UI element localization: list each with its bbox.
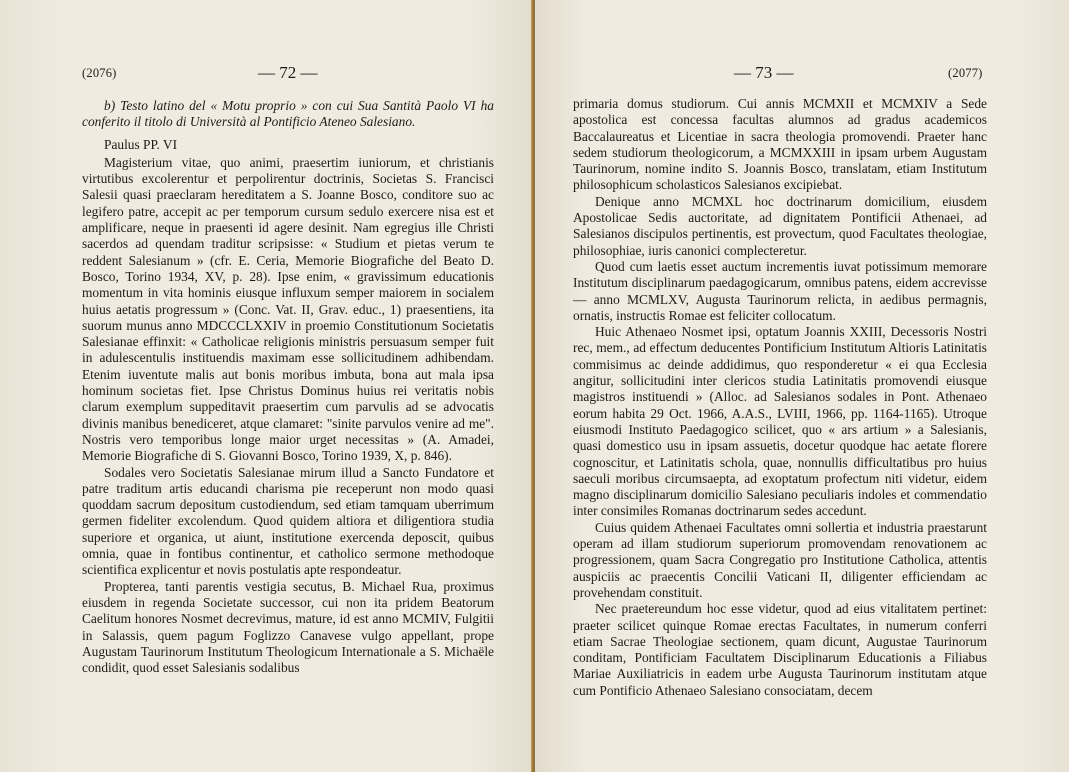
document-title: b) Testo latino del « Motu proprio » con cui Sua Santità Paolo VI ha conferito il titolo di Università al Pontificio Ateneo Salesiano.	[82, 98, 494, 130]
signature: Paulus PP. VI	[104, 136, 178, 152]
page-number: — 73 —	[734, 63, 794, 82]
paragraph: Huic Athenaeo Nosmet ipsi, optatum Joannis XXIII, Decessoris Nostri rec, mem., ad effectum deducentes Pontificium Institutum Altioris Latinitatis commisimus ac deinde addidimus, quo responderetur « ei qua Ecclesia angitur, sollicitudini inter clericos studia Latinitatis promovendi eiusque magistros instituendi » (Alloc. ad Salesianos sodales in Pont. Athenaeo eorum habita 29 Oct. 1966, A.A.S., LVIII, 1966, pp. 1164-1165). Utroque eiusmodi Instituto Paedagogico scilicet, quo « ars artium » a Salesianis, quasi domestico usu in ipsam assuetis, docetur quodque hac aetate florere cognoscitur, et Latinitatis schola, quae, nonnullis difficultatibus pro huius saeculi moribus circumsaepta, ad exoptatum profectum niti videtur, eidem magno disciplinarum domicilio Salesiano peculiaris indoles et commendatio inter consimiles Romanas doctrinarum sedes accedunt.	[573, 324, 987, 519]
paragraph: Magisterium vitae, quo animi, praesertim iuniorum, et christianis virtutibus excolerentur et perpolirentur doctrinis, Societas S. Francisci Salesii quasi praeclaram hereditatem a S. Joanne Bosco, conditore suo ac legifero patre, accepit ac per temporum cursum sedulo exercere nisa est et amplificare, neque in praesenti id agere desinit. Nam egregius ille Christi sacerdos ad quendam traditur scripsisse: « Studium et pietas verum te reddent Salesianum » (cfr. E. Ceria, Memorie Biografiche del Beato D. Bosco, Torino 1934, XV, p. 28). Ipse enim, « gravissimum educationis momentum in vita hominis eiusque influxum semper maiorem in socialem huius aetatis progressum » (Conc. Vat. II, Grav. educ., 1) praesentiens, ita suorum munus anno MDCCCLXXIV in proemio Constitutionum Societatis Salesianae effinxit: « Catholicae religionis ministris persuasum semper fuit in adulescentulis instituendis maximam esse sollicitudinem adhibendam. Etenim iuventute malis aut bonis moribus imbuta, bona aut mala ipsa hominum societas fiet. Ipse Christus Dominus huius rei veritatis nobis clarum exemplum suppeditavit praesertim cum parvulis ad se advocatis divinis manibus benediceret, atque clamaret: "sinite parvulos venire ad me". Nostris vero temporibus longe maior urget necessitas » (A. Amadei, Memorie Biografiche di S. Giovanni Bosco, Torino 1939, X, p. 846).	[82, 154, 494, 464]
paragraph: Nec praetereundum hoc esse videtur, quod ad eius vitalitatem pertinet: praeter scilicet quinque Romae erectas Facultates, in numerum conferri etiam Sacrae Theologiae sectionem, quam dicunt, Augustae Taurinorum conditam, Pontificiam Facultatem Disciplinarum Educationis a Filiabus Mariae Auxiliatricis in eadem urbe Augusta Taurinorum institutam atque cum Pontificio Athenaeo Salesiano consociatam, decem	[573, 601, 987, 698]
right-page	[535, 0, 1069, 772]
paragraph: Cuius quidem Athenaei Facultates omni sollertia et industria praestarunt operam ad illam studiorum superiorum promovendam renovationem ac progressionem, quam Sacra Congregatio pro Institutione Catholica, attentis auspiciis ac praecentis Concilii Vaticani II, diligenter efficiendam ac provehendam constituit.	[573, 519, 987, 600]
archive-number: (2077)	[948, 66, 983, 80]
paragraph: Propterea, tanti parentis vestigia secutus, B. Michael Rua, proximus eiusdem in regenda Societate successor, cui non ita pridem Beatorum Caelitum honores Nosmet decrevimus, mature, id est anno MCMIV, Fulgitii in Salassis, quem pagum Foglizzo Canavese vulgo appellant, prope Augustam Taurinorum Institutum Theologicum Internationale a S. Michaële condidit, quod esset Salesianis sodalibus	[82, 578, 494, 676]
paragraph: Sodales vero Societatis Salesianae mirum illud a Sancto Fundatore et patre traditum artis educandi charisma pie receperunt non modo quasi quoddam sacrum depositum custodiendum, sed etiam tamquam uberrimum germen fideliter excolendum. Quod quidem altiora et diligentiora studia superiore et organica, ut aiunt, institutione exercenda deposcit, quibus omnia, quae in fontibus continentur, et catholico sermone methodoque scientifica explicentur et novis postulatis apte respondeatur.	[82, 464, 494, 578]
paragraph: Denique anno MCMXL hoc doctrinarum domicilium, eiusdem Apostolicae Sedis auctoritate, ad dignitatem Pontificii Athenaei, ad Salesianos discipulos pertinentis, est provectum, quod Facultates theologiae, philosophiae, iuris canonici complecteretur.	[573, 193, 987, 258]
archive-number: (2076)	[82, 66, 117, 80]
paragraph: Quod cum laetis esset auctum incrementis iuvat potissimum memorare Institutum disciplinarum paedagogicarum, omnibus patens, eidem accrevisse — anno MCMLXV, Augusta Taurinorum relicta, in aedibus permagnis, ornatis, instructis Romae est feliciter collocatum.	[573, 258, 987, 323]
page-body	[82, 98, 494, 676]
page-body	[573, 96, 987, 699]
page-number: — 72 —	[258, 63, 318, 82]
left-page	[0, 0, 533, 772]
paragraph: primaria domus studiorum. Cui annis MCMXII et MCMXIV a Sede apostolica est concessa facultas alumnos ad gradus academicos Baccalaureatus et Licentiae in sacra theologia promovendi. Praeter hanc sedem studiorum theologicorum, a MCMXXIII in ipsam urbem Augustam Taurinorum, nomine indito S. Joannis Bosco, translatam, etiam Institutum philosophicum scholasticos Salesianos excipiebat.	[573, 96, 987, 193]
